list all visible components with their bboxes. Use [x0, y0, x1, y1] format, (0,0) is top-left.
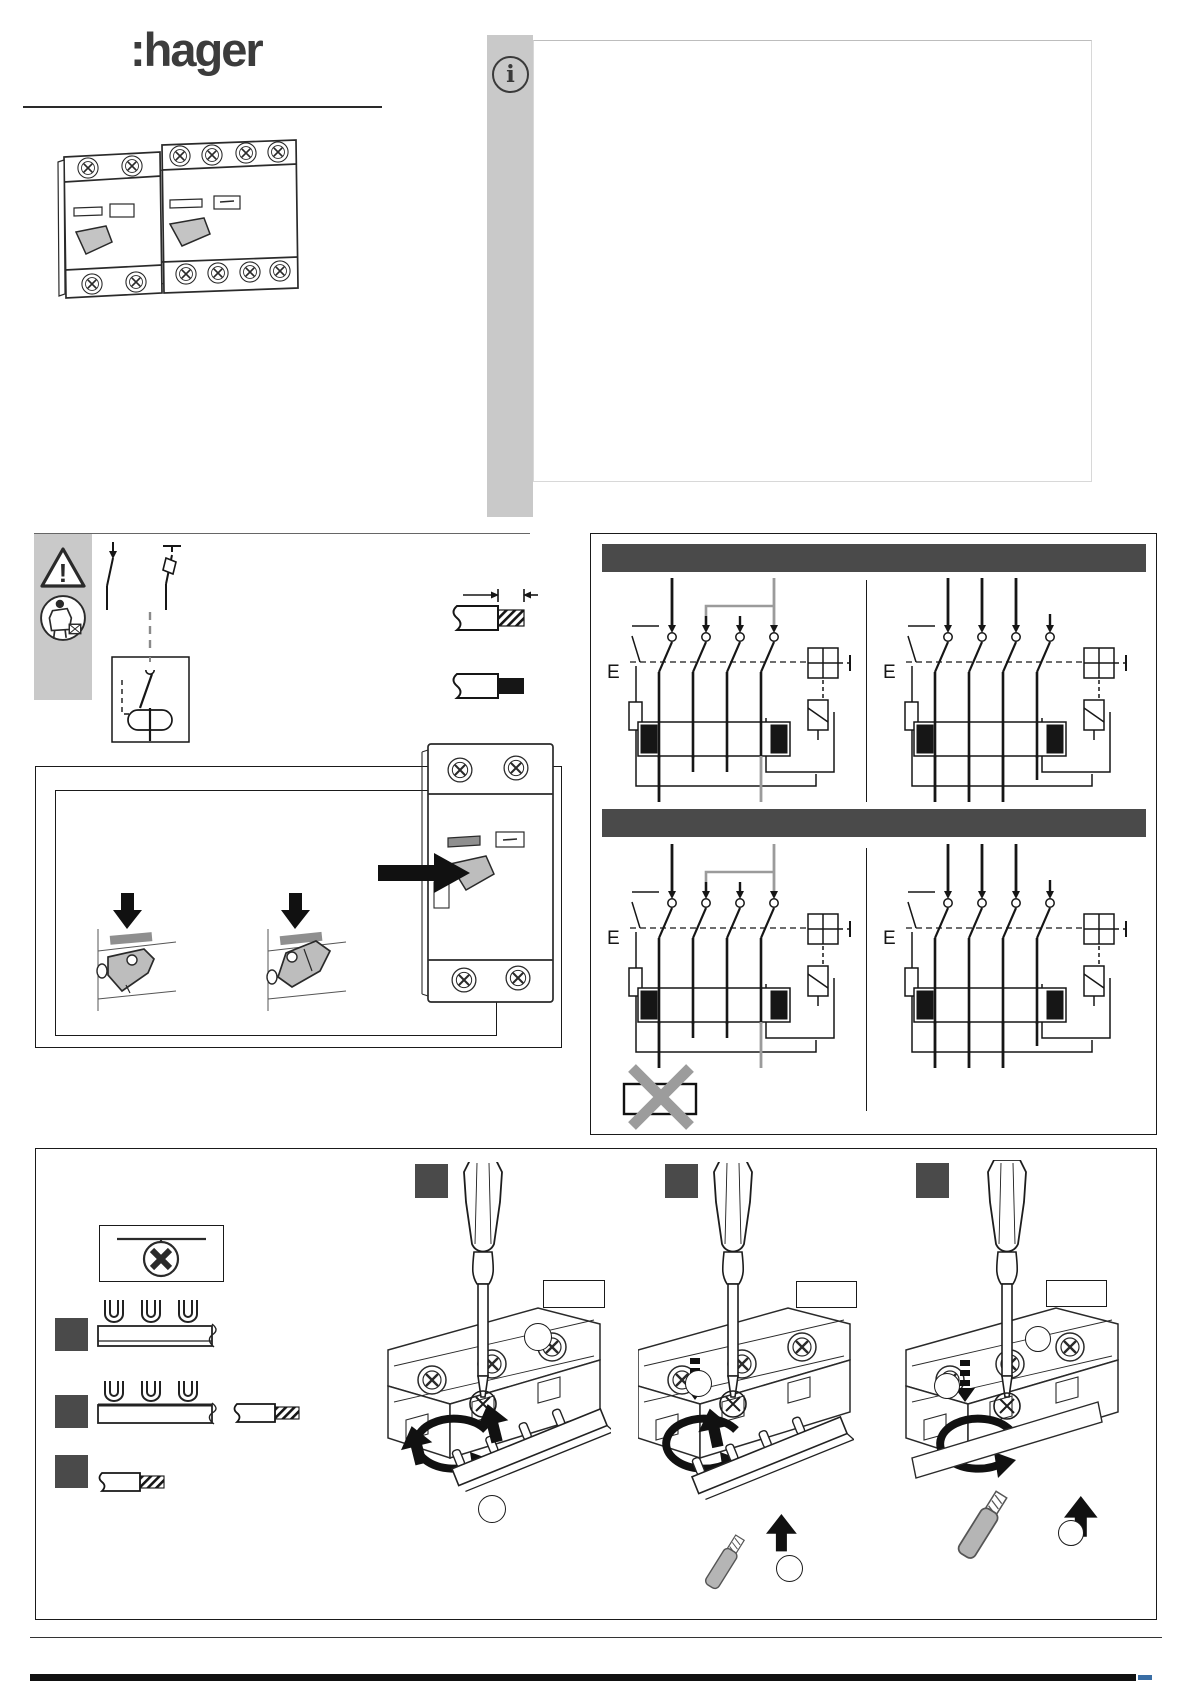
test-button	[1084, 914, 1126, 1006]
step-c-circle-3	[1058, 1520, 1084, 1546]
schematic-row1-right	[878, 576, 1138, 806]
step-a-torque-label	[543, 1280, 605, 1308]
step-column-b-illustration	[638, 1162, 854, 1614]
svg-text:!: !	[58, 558, 68, 588]
earth-label: E	[883, 928, 896, 949]
isolation-symbols	[100, 540, 200, 612]
screw-pozidriv-icon	[100, 1226, 223, 1281]
wiring-header-row2	[602, 809, 1146, 837]
fork-busbar-illustration-1	[96, 1294, 221, 1354]
fork-busbar-illustration-2	[96, 1371, 221, 1431]
handle-on-illustration	[256, 893, 351, 1015]
step-a-circle-1	[524, 1323, 552, 1351]
wiring-divider-row2	[866, 848, 867, 1111]
schematic-row2-right	[878, 842, 1138, 1072]
wiring-header-row1	[602, 544, 1146, 572]
test-button	[808, 648, 850, 740]
header-rule	[23, 106, 382, 108]
info-icon: i	[492, 56, 529, 93]
info-panel-sidebar	[487, 35, 533, 517]
footer-rule	[30, 1637, 1162, 1638]
schematic-row1-left	[602, 576, 862, 806]
warning-panel-sidebar	[34, 534, 92, 700]
step-badge-1	[55, 1318, 88, 1351]
handle-off-illustration	[88, 893, 183, 1015]
electrician-icon	[39, 594, 87, 642]
wire-strip-diagrams	[445, 585, 540, 705]
step-column-c-illustration	[878, 1160, 1154, 1616]
rcd-schematic	[878, 576, 1138, 806]
warning-triangle-icon	[39, 546, 87, 590]
step-b-circle-1	[685, 1370, 712, 1397]
schematic-row2-left	[602, 842, 862, 1072]
stripped-wire-step3	[96, 1470, 168, 1494]
product-illustration	[52, 112, 307, 304]
warning-panel-topline	[34, 533, 530, 534]
rcd-schematic	[602, 576, 862, 806]
step-b-torque-label	[796, 1281, 857, 1308]
step-column-a-illustration	[386, 1162, 611, 1614]
step-badge-2	[55, 1395, 88, 1428]
step-b-circle-2	[776, 1555, 803, 1582]
footer-bar	[30, 1674, 1136, 1681]
crossed-out-marker	[610, 1064, 710, 1130]
step-a-circle-2	[478, 1495, 506, 1523]
test-button	[1084, 648, 1126, 740]
step-badge-3	[55, 1455, 88, 1488]
step-c-torque-label	[1046, 1280, 1107, 1307]
rcd-symbol-diagram	[100, 610, 200, 744]
rcd-schematic	[602, 842, 862, 1072]
earth-label: E	[607, 662, 620, 683]
pointer-arrow	[378, 850, 473, 896]
stripped-wire-illustration	[454, 606, 525, 630]
ferrule-wire-illustration	[454, 674, 525, 698]
strip-length-arrows	[463, 589, 538, 602]
screw-type-box	[99, 1225, 224, 1282]
test-button	[808, 914, 850, 1006]
stripped-wire-step2	[231, 1401, 303, 1425]
earth-label: E	[883, 662, 896, 683]
footer-mark	[1138, 1675, 1152, 1680]
wiring-divider-row1	[866, 580, 867, 802]
earth-label: E	[607, 928, 620, 949]
step-c-circle-2	[934, 1373, 960, 1399]
rcd-schematic	[878, 842, 1138, 1072]
step-c-circle-1	[1025, 1326, 1051, 1352]
info-note-area	[533, 40, 1092, 482]
hager-logo: :hager	[130, 23, 262, 76]
